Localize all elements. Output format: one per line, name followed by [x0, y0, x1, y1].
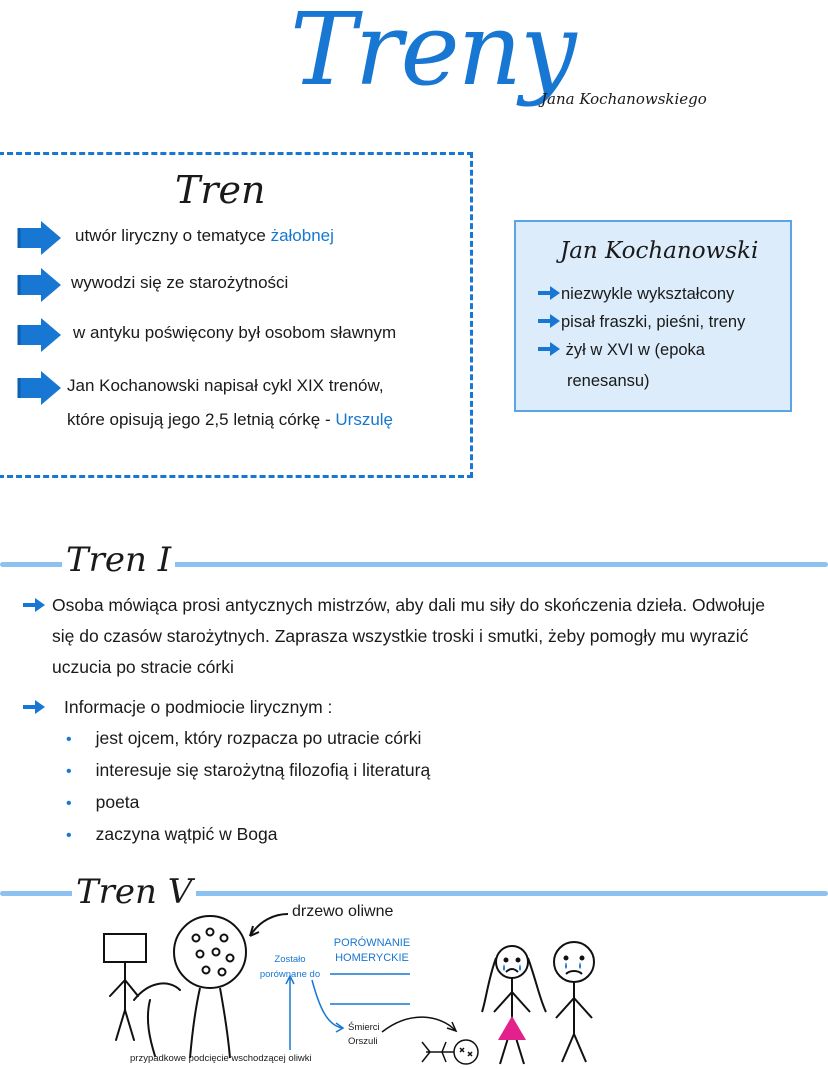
info-item-text: jest ojcem, który rozpacza po utracie córki — [95, 728, 422, 748]
info-item-text: interesuje się starożytną filozofią i literaturą — [95, 760, 431, 780]
tree-label: drzewo oliwne — [292, 903, 394, 920]
tren-heading: Tren — [175, 168, 266, 212]
author-item-continued: renesansu) — [567, 372, 650, 390]
death-label-line: Orszuli — [348, 1036, 378, 1047]
arrow-icon — [382, 1017, 456, 1032]
arrow-right-icon — [17, 370, 63, 406]
author-item-text: niezwykle wykształcony — [561, 285, 735, 303]
tren-1-paragraph-line: się do czasów starożytnych. Zaprasza wszystkie troski i smutki, żeby pomogły mu wyrazić — [52, 626, 749, 646]
info-item — [66, 824, 278, 845]
tren-item-text: w antyku poświęcony był osobom sławnym — [73, 323, 397, 342]
info-item — [66, 760, 430, 781]
tren-1-title: Tren I — [62, 540, 175, 580]
author-item-text: pisał fraszki, pieśni, treny — [561, 313, 746, 331]
page-subtitle: Jana Kochanowskiego — [541, 90, 707, 108]
arrow-right-icon — [17, 317, 63, 353]
tren-item-text: wywodzi się ze starożytności — [71, 273, 289, 292]
arrow-right-icon — [22, 598, 46, 612]
info-item-text: poeta — [95, 792, 140, 812]
author-item-text: żył w XVI w (epoka — [565, 341, 705, 359]
author-item — [537, 313, 745, 332]
tren-item — [17, 273, 457, 303]
tren-item-text: utwór liryczny o tematyce — [75, 226, 271, 245]
author-title: Jan Kochanowski — [560, 238, 759, 264]
info-item — [66, 728, 421, 749]
olive-tree-icon — [174, 914, 288, 1058]
death-label-line: Śmierci — [348, 1022, 380, 1033]
bullet-dot-icon: • — [66, 827, 72, 844]
arrow-right-icon — [22, 700, 46, 714]
arrow-right-icon — [537, 342, 561, 356]
compared-label-line: porównane do — [259, 969, 321, 980]
tren-item — [17, 376, 457, 436]
tren-item-text: które opisują jego 2,5 letnią córkę - — [67, 410, 336, 429]
arrow-right-icon — [17, 267, 63, 303]
tren-item-text: Jan Kochanowski napisał cykl XIX trenów, — [67, 376, 384, 395]
compared-label-line: Zostało — [274, 954, 306, 965]
bullet-dot-icon: • — [66, 763, 72, 780]
death-label — [348, 1021, 380, 1049]
cutting-label: przypadkowe podcięcie wschodzącej oliwki — [130, 1053, 312, 1064]
info-heading: Informacje o podmiocie lirycznym : — [64, 697, 333, 717]
dress-shape — [498, 1016, 526, 1040]
homeric-comparison-label — [324, 936, 420, 966]
tren-5-title: Tren V — [72, 872, 196, 912]
arrow-right-icon — [537, 286, 561, 300]
bullet-dot-icon: • — [66, 731, 72, 748]
info-item — [66, 792, 139, 813]
arrow-right-icon — [537, 314, 561, 328]
page-title: Treny — [290, 0, 575, 108]
arrow-right-icon — [17, 220, 63, 256]
tren-item — [17, 226, 457, 256]
info-item-text: zaczyna wątpić w Boga — [95, 824, 278, 844]
tren-1-paragraph-line: Osoba mówiąca prosi antycznych mistrzów, aby dali mu siły do skończenia dzieła. Odwołuje — [52, 595, 765, 615]
compared-label — [258, 952, 322, 982]
tren-item — [17, 323, 457, 353]
crying-mother-icon — [482, 946, 546, 1064]
crying-father-icon — [554, 942, 594, 1062]
tren-item-accent: żałobnej — [270, 226, 334, 245]
homeric-comparison-line: PORÓWNANIE — [333, 937, 411, 949]
lying-figure-icon — [422, 1040, 478, 1064]
author-item — [537, 285, 734, 304]
homeric-comparison-line: HOMERYCKIE — [335, 952, 409, 964]
author-item — [537, 341, 705, 360]
stick-figure-icon — [104, 934, 180, 1056]
tren-item-accent: Urszulę — [335, 410, 393, 429]
tren-1-paragraph-line: uczucia po stracie córki — [52, 657, 234, 677]
bullet-dot-icon: • — [66, 795, 72, 812]
